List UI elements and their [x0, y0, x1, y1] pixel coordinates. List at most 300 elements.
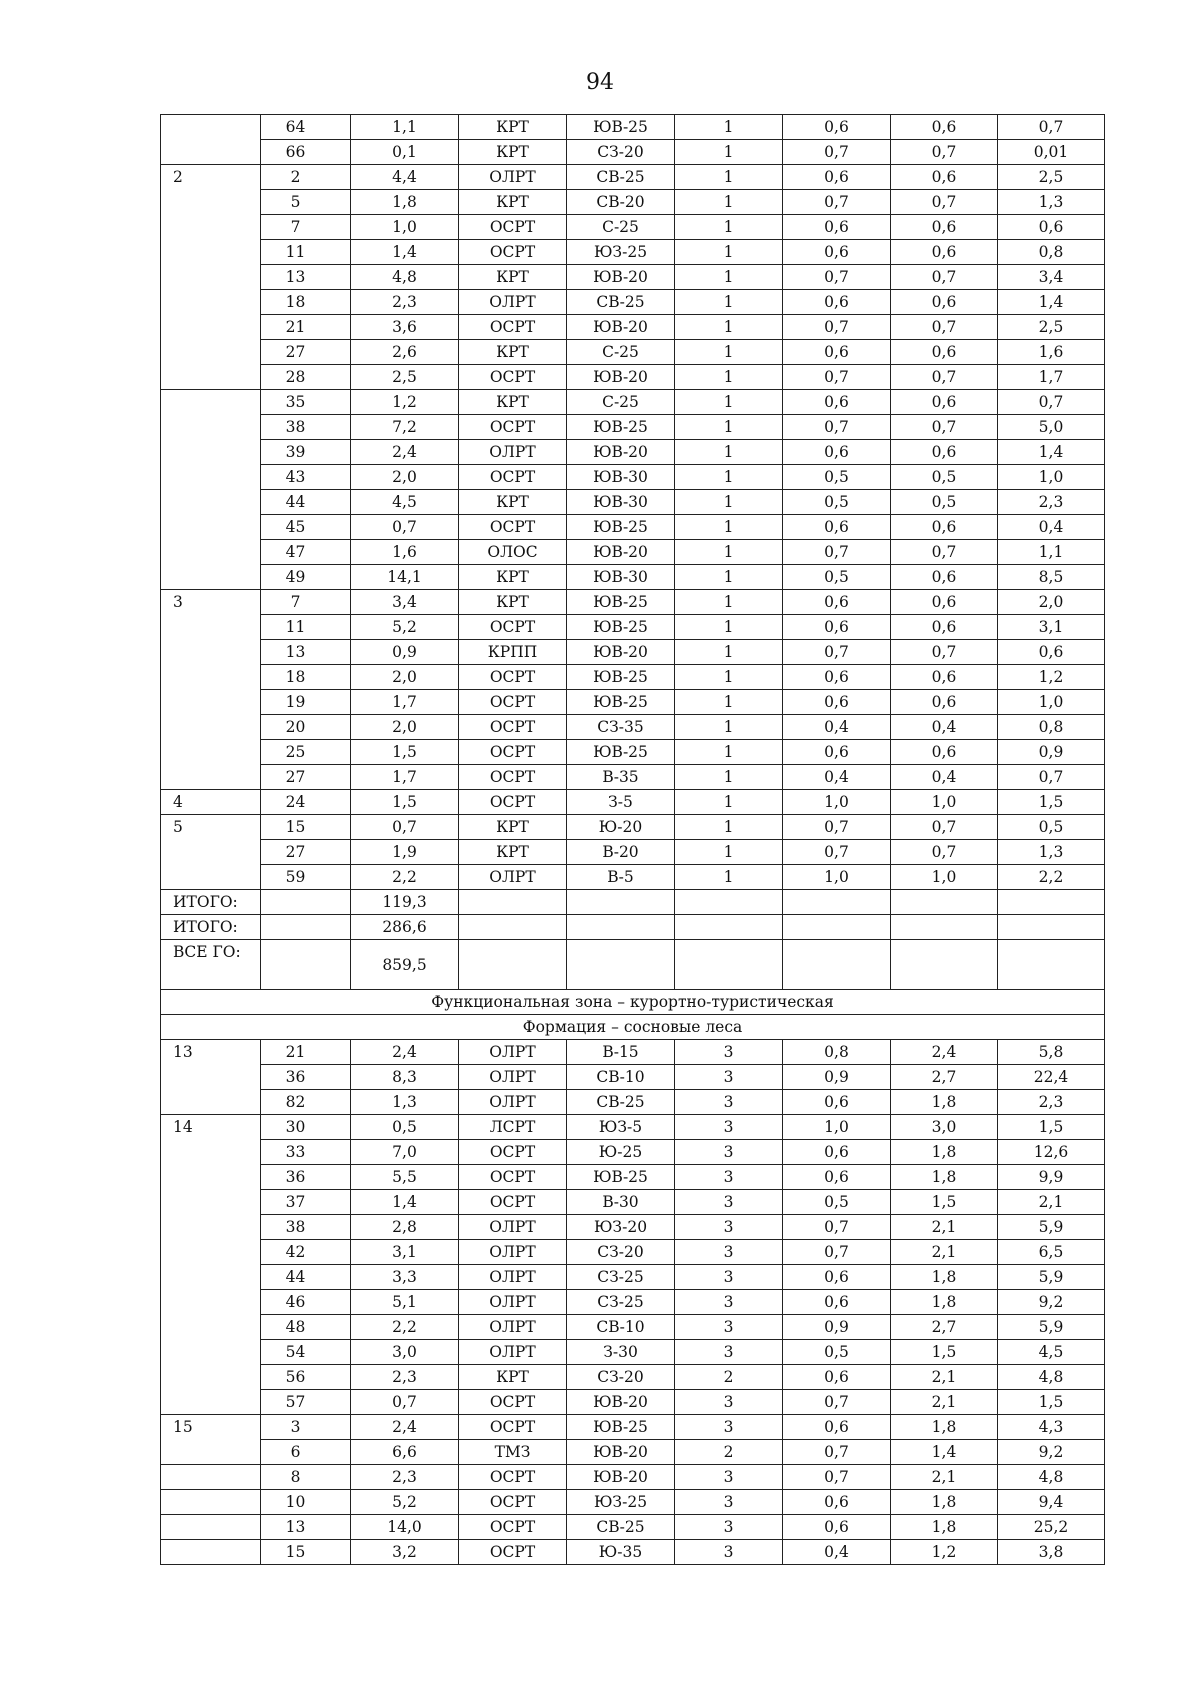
cell-plot: 64	[261, 115, 351, 140]
cell-coef-c: 0,6	[891, 165, 998, 190]
cell-area: 0,9	[351, 640, 459, 665]
cell-exposure: ЮВ-25	[567, 515, 675, 540]
table-row	[161, 265, 1105, 290]
table-row	[161, 615, 1105, 640]
cell-exposure	[567, 890, 675, 915]
cell-type: ОЛРТ	[459, 165, 567, 190]
cell-area: 859,5	[351, 940, 459, 990]
cell-plot	[261, 940, 351, 990]
table-row	[161, 1240, 1105, 1265]
cell-plot: 13	[261, 1515, 351, 1540]
cell-coef-b: 0,6	[783, 115, 891, 140]
cell-plot: 2	[261, 165, 351, 190]
cell-type: ОЛРТ	[459, 1290, 567, 1315]
cell-plot	[261, 890, 351, 915]
cell-area: 1,8	[351, 190, 459, 215]
table-row	[161, 1115, 1105, 1140]
cell-type: ОЛРТ	[459, 1215, 567, 1240]
table-row	[161, 540, 1105, 565]
cell-exposure: СВ-20	[567, 190, 675, 215]
table-row	[161, 1390, 1105, 1415]
cell-type: КРТ	[459, 565, 567, 590]
cell-total: 9,2	[998, 1440, 1105, 1465]
cell-coef-b: 0,6	[783, 1365, 891, 1390]
cell-coef-b: 0,7	[783, 1215, 891, 1240]
cell-total: 4,5	[998, 1340, 1105, 1365]
cell-exposure: ЮВ-30	[567, 490, 675, 515]
cell-coef-a: 1	[675, 165, 783, 190]
cell-type: КРТ	[459, 140, 567, 165]
cell-area: 0,7	[351, 515, 459, 540]
cell-total: 2,0	[998, 590, 1105, 615]
cell-coef-b	[783, 940, 891, 990]
cell-coef-c: 0,7	[891, 190, 998, 215]
table-row	[161, 665, 1105, 690]
cell-plot	[261, 915, 351, 940]
cell-coef-c: 3,0	[891, 1115, 998, 1140]
cell-exposure: СЗ-20	[567, 1365, 675, 1390]
cell-coef-a: 1	[675, 315, 783, 340]
cell-total: 1,5	[998, 790, 1105, 815]
table-row	[161, 465, 1105, 490]
cell-exposure: ЮВ-25	[567, 1165, 675, 1190]
cell-exposure: СВ-10	[567, 1065, 675, 1090]
group-cell: 2	[161, 165, 261, 390]
cell-plot: 47	[261, 540, 351, 565]
cell-coef-a: 1	[675, 340, 783, 365]
cell-plot: 44	[261, 1265, 351, 1290]
cell-coef-a: 3	[675, 1265, 783, 1290]
cell-total: 0,7	[998, 765, 1105, 790]
cell-exposure: ЮЗ-25	[567, 240, 675, 265]
cell-coef-c: 0,6	[891, 240, 998, 265]
cell-coef-a: 3	[675, 1165, 783, 1190]
cell-exposure: Ю-35	[567, 1540, 675, 1565]
cell-exposure: СЗ-20	[567, 140, 675, 165]
cell-total: 2,3	[998, 1090, 1105, 1115]
table-row	[161, 1540, 1105, 1565]
cell-plot: 15	[261, 815, 351, 840]
cell-exposure: Ю-20	[567, 815, 675, 840]
cell-plot: 56	[261, 1365, 351, 1390]
cell-type: ОСРТ	[459, 240, 567, 265]
cell-total: 1,2	[998, 665, 1105, 690]
cell-plot: 6	[261, 1440, 351, 1465]
cell-coef-a: 3	[675, 1290, 783, 1315]
cell-total: 1,1	[998, 540, 1105, 565]
cell-type: КРПП	[459, 640, 567, 665]
cell-coef-a: 1	[675, 240, 783, 265]
cell-area: 2,3	[351, 1465, 459, 1490]
cell-coef-c: 0,7	[891, 315, 998, 340]
cell-exposure: ЮВ-25	[567, 115, 675, 140]
table-row	[161, 790, 1105, 815]
cell-exposure: Ю-25	[567, 1140, 675, 1165]
group-cell: 14	[161, 1115, 261, 1415]
cell-total: 3,4	[998, 265, 1105, 290]
cell-total: 0,6	[998, 215, 1105, 240]
table-row	[161, 515, 1105, 540]
cell-coef-b: 0,4	[783, 765, 891, 790]
cell-exposure: ЮВ-25	[567, 415, 675, 440]
cell-plot: 38	[261, 1215, 351, 1240]
cell-coef-c: 1,4	[891, 1440, 998, 1465]
cell-coef-a: 3	[675, 1315, 783, 1340]
cell-area: 1,0	[351, 215, 459, 240]
table-row	[161, 165, 1105, 190]
table-row	[161, 215, 1105, 240]
cell-coef-a: 1	[675, 215, 783, 240]
table-row	[161, 1040, 1105, 1065]
cell-type: КРТ	[459, 490, 567, 515]
cell-coef-a: 1	[675, 690, 783, 715]
cell-exposure: ЮВ-25	[567, 1415, 675, 1440]
cell-coef-b: 0,5	[783, 490, 891, 515]
cell-coef-c: 2,1	[891, 1240, 998, 1265]
cell-coef-a: 3	[675, 1465, 783, 1490]
cell-type: ТМЗ	[459, 1440, 567, 1465]
cell-type: ОСРТ	[459, 415, 567, 440]
cell-coef-c: 0,7	[891, 140, 998, 165]
table-row	[161, 340, 1105, 365]
cell-type: ОСРТ	[459, 315, 567, 340]
cell-coef-a: 2	[675, 1440, 783, 1465]
cell-exposure: СЗ-25	[567, 1265, 675, 1290]
cell-area: 2,2	[351, 865, 459, 890]
cell-exposure: В-20	[567, 840, 675, 865]
table-row	[161, 1165, 1105, 1190]
cell-coef-a: 1	[675, 615, 783, 640]
cell-exposure: ЮВ-25	[567, 665, 675, 690]
cell-coef-c: 0,5	[891, 490, 998, 515]
cell-exposure: С-25	[567, 390, 675, 415]
cell-coef-c: 0,6	[891, 115, 998, 140]
cell-coef-c: 2,1	[891, 1390, 998, 1415]
table-row	[161, 1315, 1105, 1340]
section-title: Функциональная зона – курортно-туристическая	[161, 990, 1105, 1015]
cell-area: 1,3	[351, 1090, 459, 1115]
table-row	[161, 1440, 1105, 1465]
cell-exposure: СВ-25	[567, 165, 675, 190]
cell-coef-a: 3	[675, 1240, 783, 1265]
cell-coef-c: 1,8	[891, 1515, 998, 1540]
table-row	[161, 1340, 1105, 1365]
cell-coef-a: 3	[675, 1140, 783, 1165]
cell-coef-b: 0,7	[783, 840, 891, 865]
cell-total: 9,4	[998, 1490, 1105, 1515]
cell-coef-c	[891, 940, 998, 990]
section-row	[161, 990, 1105, 1015]
cell-coef-b: 0,6	[783, 440, 891, 465]
cell-total: 0,5	[998, 815, 1105, 840]
cell-area: 2,4	[351, 1415, 459, 1440]
cell-coef-b: 0,7	[783, 1440, 891, 1465]
cell-plot: 46	[261, 1290, 351, 1315]
cell-plot: 7	[261, 590, 351, 615]
cell-type: ОСРТ	[459, 465, 567, 490]
cell-area: 5,1	[351, 1290, 459, 1315]
cell-exposure: СВ-25	[567, 1515, 675, 1540]
cell-total: 2,5	[998, 315, 1105, 340]
cell-coef-b: 1,0	[783, 865, 891, 890]
cell-coef-a: 3	[675, 1340, 783, 1365]
cell-type: КРТ	[459, 815, 567, 840]
cell-exposure: ЮВ-20	[567, 540, 675, 565]
cell-plot: 13	[261, 265, 351, 290]
cell-type: ОСРТ	[459, 1465, 567, 1490]
cell-type: ОЛРТ	[459, 440, 567, 465]
cell-type: КРТ	[459, 590, 567, 615]
cell-exposure: СЗ-20	[567, 1240, 675, 1265]
cell-type: ОСРТ	[459, 1140, 567, 1165]
cell-coef-c: 1,2	[891, 1540, 998, 1565]
cell-plot: 45	[261, 515, 351, 540]
table-row	[161, 415, 1105, 440]
cell-coef-b: 0,6	[783, 340, 891, 365]
cell-area: 1,1	[351, 115, 459, 140]
cell-exposure: ЮЗ-25	[567, 1490, 675, 1515]
cell-coef-c: 0,6	[891, 215, 998, 240]
cell-area: 2,3	[351, 290, 459, 315]
cell-plot: 66	[261, 140, 351, 165]
cell-exposure: СЗ-25	[567, 1290, 675, 1315]
cell-plot: 35	[261, 390, 351, 415]
cell-type: ОСРТ	[459, 740, 567, 765]
cell-coef-b: 0,7	[783, 365, 891, 390]
cell-plot: 21	[261, 1040, 351, 1065]
cell-exposure: ЮВ-20	[567, 1390, 675, 1415]
cell-area: 5,2	[351, 615, 459, 640]
cell-plot: 82	[261, 1090, 351, 1115]
cell-coef-c: 0,6	[891, 440, 998, 465]
cell-type: КРТ	[459, 1365, 567, 1390]
cell-coef-a: 1	[675, 190, 783, 215]
table-row	[161, 190, 1105, 215]
cell-area: 1,7	[351, 765, 459, 790]
cell-coef-c: 1,0	[891, 790, 998, 815]
table-row	[161, 690, 1105, 715]
cell-total: 5,9	[998, 1315, 1105, 1340]
cell-plot: 42	[261, 1240, 351, 1265]
cell-coef-a: 1	[675, 390, 783, 415]
table-row	[161, 1290, 1105, 1315]
cell-coef-c: 0,6	[891, 565, 998, 590]
cell-coef-c: 0,7	[891, 415, 998, 440]
table-row	[161, 1215, 1105, 1240]
cell-type: ОСРТ	[459, 1390, 567, 1415]
cell-type	[459, 940, 567, 990]
group-cell	[161, 1540, 261, 1565]
cell-coef-a	[675, 915, 783, 940]
cell-area: 0,7	[351, 1390, 459, 1415]
table-row	[161, 440, 1105, 465]
cell-type	[459, 915, 567, 940]
group-cell: 13	[161, 1040, 261, 1115]
cell-coef-b: 0,7	[783, 1390, 891, 1415]
cell-exposure: ЮВ-25	[567, 615, 675, 640]
cell-coef-c: 1,8	[891, 1415, 998, 1440]
table-row	[161, 1515, 1105, 1540]
cell-coef-b: 0,7	[783, 190, 891, 215]
cell-type: ОЛРТ	[459, 1315, 567, 1340]
cell-coef-b: 0,6	[783, 1140, 891, 1165]
cell-total: 8,5	[998, 565, 1105, 590]
cell-coef-b: 0,6	[783, 390, 891, 415]
cell-exposure: СЗ-35	[567, 715, 675, 740]
cell-total: 5,8	[998, 1040, 1105, 1065]
cell-coef-b: 0,6	[783, 290, 891, 315]
cell-coef-a: 3	[675, 1090, 783, 1115]
cell-coef-b: 0,7	[783, 640, 891, 665]
cell-type: ОСРТ	[459, 1415, 567, 1440]
cell-coef-c: 0,7	[891, 840, 998, 865]
cell-coef-c: 1,8	[891, 1490, 998, 1515]
cell-exposure: ЮЗ-5	[567, 1115, 675, 1140]
cell-plot: 25	[261, 740, 351, 765]
cell-exposure: ЮВ-20	[567, 1440, 675, 1465]
cell-type: КРТ	[459, 340, 567, 365]
cell-coef-c: 2,4	[891, 1040, 998, 1065]
cell-total: 25,2	[998, 1515, 1105, 1540]
cell-area: 8,3	[351, 1065, 459, 1090]
table-row	[161, 1140, 1105, 1165]
cell-area: 3,0	[351, 1340, 459, 1365]
cell-coef-b: 0,6	[783, 690, 891, 715]
cell-exposure: С-25	[567, 215, 675, 240]
cell-coef-a: 1	[675, 790, 783, 815]
cell-coef-c: 0,6	[891, 515, 998, 540]
cell-coef-b: 0,5	[783, 465, 891, 490]
table-row	[161, 640, 1105, 665]
cell-exposure: ЮВ-30	[567, 565, 675, 590]
table-row	[161, 1365, 1105, 1390]
cell-coef-c: 1,8	[891, 1290, 998, 1315]
cell-plot: 36	[261, 1165, 351, 1190]
cell-type: ОЛРТ	[459, 865, 567, 890]
cell-coef-c: 0,7	[891, 540, 998, 565]
cell-area: 1,2	[351, 390, 459, 415]
table-row	[161, 840, 1105, 865]
cell-area: 14,0	[351, 1515, 459, 1540]
cell-exposure: СВ-10	[567, 1315, 675, 1340]
table-row	[161, 365, 1105, 390]
cell-coef-b: 1,0	[783, 790, 891, 815]
group-cell: ИТОГО:	[161, 915, 261, 940]
cell-area: 7,2	[351, 415, 459, 440]
cell-coef-a: 1	[675, 865, 783, 890]
cell-total: 0,8	[998, 715, 1105, 740]
cell-coef-b: 0,9	[783, 1315, 891, 1340]
cell-coef-b: 0,7	[783, 1465, 891, 1490]
cell-exposure: В-30	[567, 1190, 675, 1215]
cell-coef-b: 0,7	[783, 1240, 891, 1265]
cell-type: ОСРТ	[459, 1190, 567, 1215]
cell-area: 1,7	[351, 690, 459, 715]
cell-coef-c: 0,6	[891, 665, 998, 690]
section-title: Формация – сосновые леса	[161, 1015, 1105, 1040]
table-row	[161, 1265, 1105, 1290]
table-row	[161, 140, 1105, 165]
cell-coef-c: 0,7	[891, 640, 998, 665]
table-row	[161, 1465, 1105, 1490]
cell-total: 9,2	[998, 1290, 1105, 1315]
page-number: 94	[586, 70, 614, 95]
cell-coef-b: 0,6	[783, 1090, 891, 1115]
cell-total: 6,5	[998, 1240, 1105, 1265]
cell-coef-a: 1	[675, 665, 783, 690]
cell-total: 5,0	[998, 415, 1105, 440]
cell-total: 1,7	[998, 365, 1105, 390]
cell-coef-a: 3	[675, 1390, 783, 1415]
forest-data-table	[160, 114, 1105, 1565]
cell-coef-a: 1	[675, 515, 783, 540]
cell-coef-b: 0,6	[783, 1265, 891, 1290]
cell-area: 2,2	[351, 1315, 459, 1340]
cell-exposure: ЮЗ-20	[567, 1215, 675, 1240]
cell-type: ОСРТ	[459, 515, 567, 540]
table-row	[161, 940, 1105, 990]
table-row	[161, 1415, 1105, 1440]
cell-total: 1,4	[998, 290, 1105, 315]
cell-exposure: ЮВ-20	[567, 315, 675, 340]
cell-coef-c: 2,1	[891, 1365, 998, 1390]
cell-plot: 27	[261, 340, 351, 365]
cell-exposure: ЮВ-20	[567, 265, 675, 290]
cell-total: 3,8	[998, 1540, 1105, 1565]
cell-type: ОСРТ	[459, 765, 567, 790]
cell-total: 0,7	[998, 390, 1105, 415]
cell-coef-c: 0,6	[891, 340, 998, 365]
cell-plot: 27	[261, 840, 351, 865]
table-row	[161, 765, 1105, 790]
cell-plot: 43	[261, 465, 351, 490]
cell-area: 286,6	[351, 915, 459, 940]
cell-coef-c: 2,7	[891, 1315, 998, 1340]
cell-coef-a: 3	[675, 1065, 783, 1090]
cell-total: 1,5	[998, 1390, 1105, 1415]
cell-coef-c: 0,7	[891, 365, 998, 390]
cell-area: 1,4	[351, 240, 459, 265]
cell-plot: 13	[261, 640, 351, 665]
cell-plot: 18	[261, 665, 351, 690]
cell-coef-b	[783, 915, 891, 940]
table-row	[161, 1190, 1105, 1215]
cell-coef-a: 1	[675, 265, 783, 290]
cell-coef-a: 1	[675, 715, 783, 740]
cell-total: 2,1	[998, 1190, 1105, 1215]
cell-coef-a: 3	[675, 1515, 783, 1540]
cell-area: 3,3	[351, 1265, 459, 1290]
cell-type	[459, 890, 567, 915]
cell-type: ОСРТ	[459, 665, 567, 690]
cell-coef-b: 0,6	[783, 1415, 891, 1440]
cell-coef-c: 0,4	[891, 715, 998, 740]
cell-exposure: З-5	[567, 790, 675, 815]
cell-area: 4,8	[351, 265, 459, 290]
cell-total: 4,8	[998, 1365, 1105, 1390]
cell-coef-b: 0,7	[783, 140, 891, 165]
cell-type: ОСРТ	[459, 1490, 567, 1515]
cell-plot: 37	[261, 1190, 351, 1215]
cell-plot: 8	[261, 1465, 351, 1490]
cell-area: 2,4	[351, 1040, 459, 1065]
cell-coef-c: 2,7	[891, 1065, 998, 1090]
cell-coef-b: 0,4	[783, 715, 891, 740]
cell-exposure: С-25	[567, 340, 675, 365]
cell-total: 0,01	[998, 140, 1105, 165]
cell-exposure: СВ-25	[567, 290, 675, 315]
cell-total	[998, 890, 1105, 915]
